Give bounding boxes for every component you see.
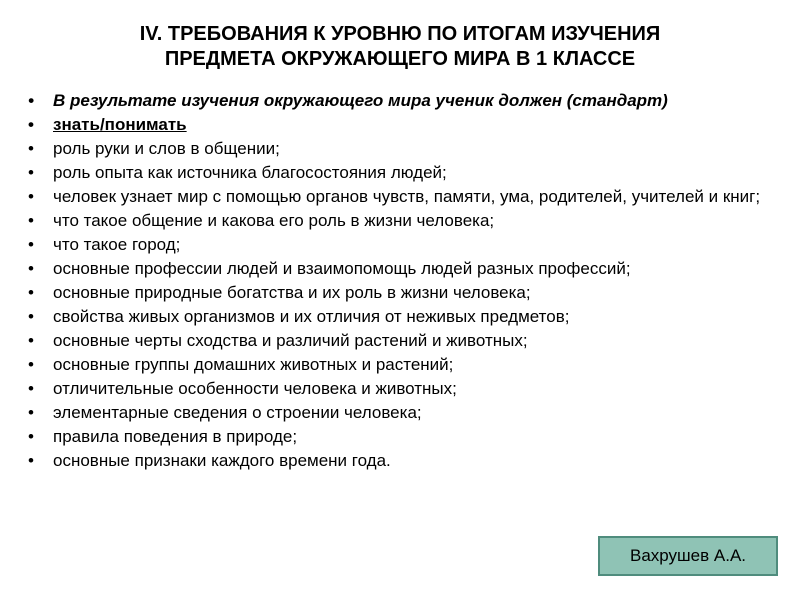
- list-item: • что такое общение и какова его роль в жизни человека;: [26, 210, 766, 231]
- list-item: • отличительные особенности человека и животных;: [26, 378, 766, 399]
- list-item: • роль руки и слов в общении;: [26, 138, 766, 159]
- list-item: • основные профессии людей и взаимопомощь людей разных профессий;: [26, 258, 766, 279]
- requirements-list: [26, 90, 766, 474]
- subheading-item: • знать/понимать: [26, 114, 766, 135]
- list-item: • основные группы домашних животных и растений;: [26, 354, 766, 375]
- list-item: • что такое город;: [26, 234, 766, 255]
- slide-title: [40, 22, 760, 72]
- author-name: Вахрушев А.А.: [629, 546, 747, 565]
- title-line-2: ПРЕДМЕТА ОКРУЖАЮЩЕГО МИРА В 1 КЛАССЕ: [164, 48, 636, 70]
- list-item: • основные природные богатства и их роль в жизни человека;: [26, 282, 766, 303]
- list-item: • основные черты сходства и различий растений и животных;: [26, 330, 766, 351]
- intro-item: • В результате изучения окружающего мира ученик должен (стандарт): [26, 90, 766, 111]
- list-item: • человек узнает мир с помощью органов чувств, памяти, ума, родителей, учителей и книг;: [26, 186, 766, 207]
- list-item: • основные признаки каждого времени года.: [26, 450, 766, 471]
- list-item: • свойства живых организмов и их отличия от неживых предметов;: [26, 306, 766, 327]
- list-item: • элементарные сведения о строении человека;: [26, 402, 766, 423]
- author-box: [598, 536, 778, 576]
- list-item: • роль опыта как источника благосостояния людей;: [26, 162, 766, 183]
- list-item: • правила поведения в природе;: [26, 426, 766, 447]
- title-line-1: IV. ТРЕБОВАНИЯ К УРОВНЮ ПО ИТОГАМ ИЗУЧЕНИЯ: [139, 23, 661, 45]
